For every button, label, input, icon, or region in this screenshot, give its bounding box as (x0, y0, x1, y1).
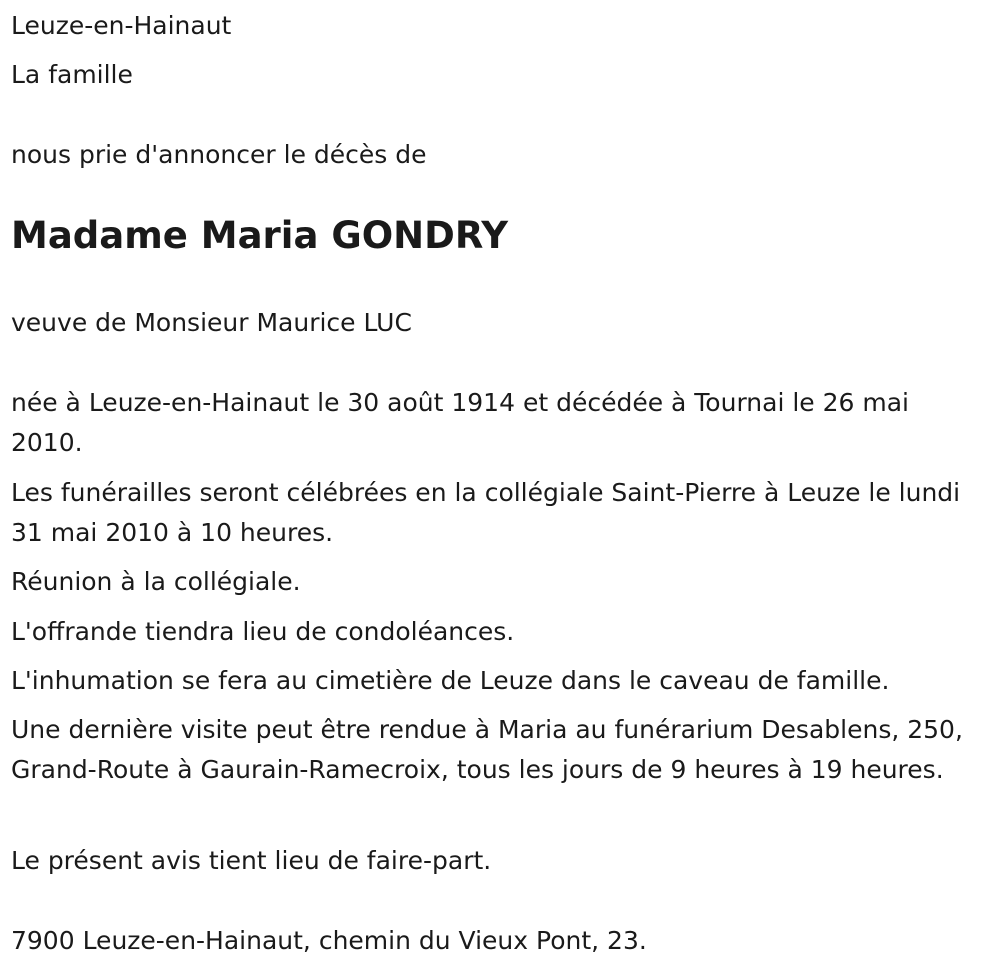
funeral-paragraph: Les funérailles seront célébrées en la collégiale Saint-Pierre à Leuze le lundi 31 mai 2010 à 10 heures. (11, 478, 961, 547)
meeting-line: Réunion à la collégiale. (11, 567, 301, 596)
address-line: 7900 Leuze-en-Hainaut, chemin du Vieux Pont, 23. (11, 926, 647, 955)
faire-part-line: Le présent avis tient lieu de faire-part. (11, 846, 492, 875)
deceased-name: Madame Maria GONDRY (11, 214, 509, 257)
burial-line: L'inhumation se fera au cimetière de Leuze dans le caveau de famille. (11, 666, 890, 695)
family-line: La famille (11, 60, 133, 89)
spouse-line: veuve de Monsieur Maurice LUC (11, 308, 412, 337)
offering-line: L'offrande tiendra lieu de condoléances. (11, 617, 515, 646)
location-line: Leuze-en-Hainaut (11, 11, 232, 40)
visit-paragraph: Une dernière visite peut être rendue à Maria au funérarium Desablens, 250, Grand-Route à Gaurain-Ramecroix, tous les jours de 9 heures à 19 heures. (11, 715, 963, 784)
announcement-line: nous prie d'annoncer le décès de (11, 140, 427, 169)
birth-death-paragraph: née à Leuze-en-Hainaut le 30 août 1914 et décédée à Tournai le 26 mai 2010. (11, 388, 909, 457)
